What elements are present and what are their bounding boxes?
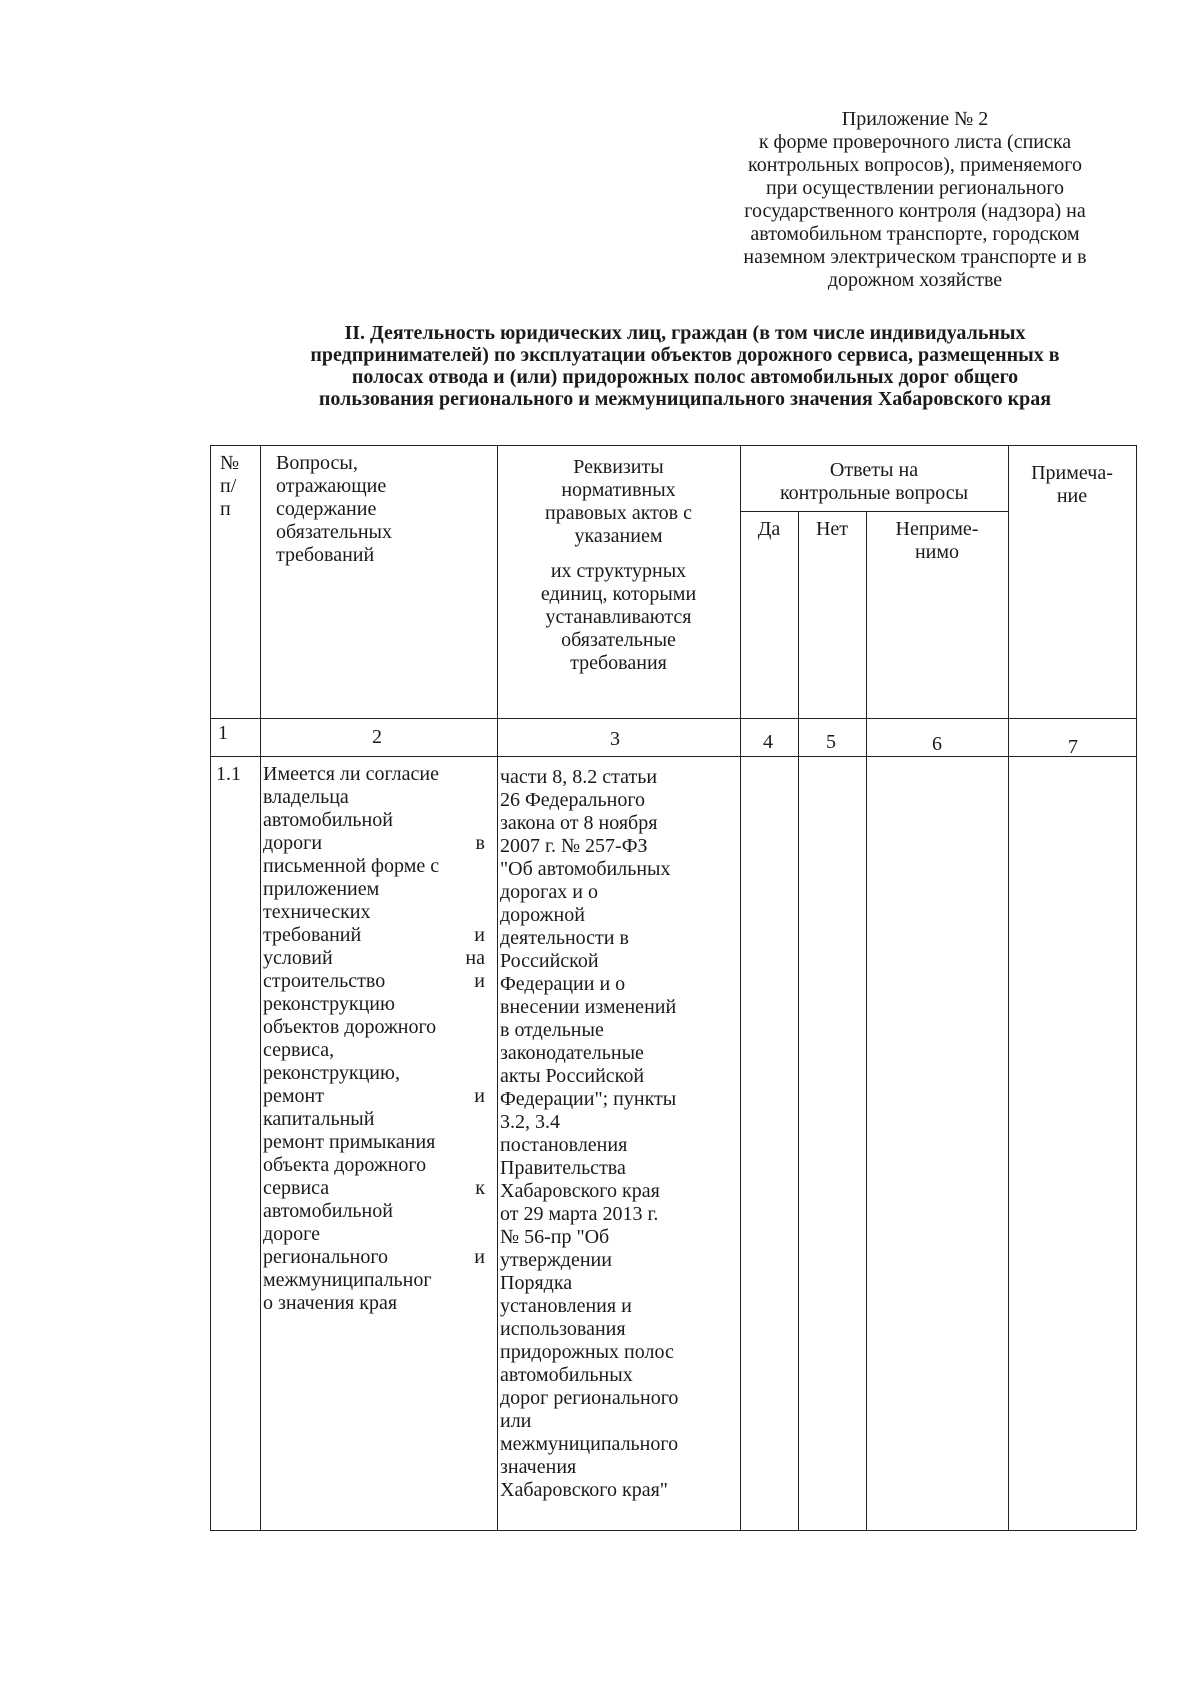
- question-word: условий: [263, 947, 333, 969]
- colnum-2: 2: [372, 726, 382, 748]
- header-num: [220, 452, 256, 521]
- requisites-line: постановления: [500, 1134, 628, 1156]
- header-requisites-line: устанавливаются: [545, 606, 692, 628]
- header-answers-line: контрольные вопросы: [779, 482, 969, 504]
- header-question-line: Вопросы,: [276, 452, 358, 474]
- appendix-line: государственного контроля (надзора) на: [744, 200, 1086, 222]
- colnum-4: 4: [763, 731, 773, 753]
- question-line: [263, 1016, 485, 1039]
- requisites-line: Российской: [500, 950, 599, 972]
- requisites-line: Федерации"; пункты: [500, 1088, 677, 1110]
- colnum-5: 5: [826, 731, 836, 753]
- question-word: приложением: [263, 878, 380, 900]
- header-requisites-line: нормативных: [561, 479, 676, 501]
- question-word: письменной форме с: [263, 855, 440, 877]
- table-col-divider: [798, 511, 799, 1530]
- header-requisites-line: требования: [570, 652, 667, 674]
- header-requisites-line: их структурных: [550, 560, 687, 582]
- header-requisites-line: правовых актов с: [545, 502, 692, 524]
- question-word: технических: [263, 901, 371, 923]
- question-word: объекта дорожного: [263, 1154, 427, 1176]
- header-requisites-line: единиц, которыми: [540, 583, 697, 605]
- answers-group-underline: [740, 511, 1008, 512]
- heading-line: II. Деятельность юридических лиц, граждан (в том числе индивидуальных: [344, 322, 1026, 344]
- requisites-line: внесении изменений: [500, 996, 677, 1018]
- question-line: [263, 1108, 485, 1131]
- question-word: и: [474, 970, 485, 992]
- header-note-line: Примеча-: [1031, 462, 1113, 484]
- question-line: [263, 1154, 485, 1177]
- table-col-divider: [866, 511, 867, 1530]
- requisites-line: закона от 8 ноября: [500, 812, 658, 834]
- question-line: [263, 1223, 485, 1246]
- question-line: [263, 1246, 485, 1269]
- question-line: [263, 924, 485, 947]
- header-no: Нет: [815, 518, 849, 540]
- question-word: о значения края: [263, 1292, 398, 1314]
- column-numbers-top-line: [210, 718, 1136, 719]
- header-na-line: нимо: [914, 541, 960, 563]
- question-word: сервиса: [263, 1177, 330, 1199]
- question-line: [263, 855, 485, 878]
- header-requisites: [500, 456, 737, 548]
- header-num-line: п: [220, 498, 231, 520]
- question-word: и: [474, 924, 485, 946]
- requisites-line: в отдельные: [500, 1019, 604, 1041]
- question-line: [263, 763, 485, 786]
- question-line: [263, 1292, 485, 1315]
- question-word: строительство: [263, 970, 386, 992]
- header-question-line: содержание: [276, 498, 377, 520]
- header-na-line: Неприме-: [895, 518, 979, 540]
- header-note: [1008, 462, 1136, 508]
- question-line: [263, 1177, 485, 1200]
- question-word: регионального: [263, 1246, 389, 1268]
- question-word: капитальный: [263, 1108, 375, 1130]
- header-question: [276, 452, 491, 567]
- question-word: сервиса,: [263, 1039, 335, 1061]
- question-word: дороги: [263, 832, 323, 854]
- question-word: реконструкцию: [263, 993, 395, 1015]
- requisites-line: дорогах и о: [500, 881, 598, 903]
- question-word: Имеется ли согласие: [263, 763, 439, 785]
- row-requisites-text: [500, 766, 736, 1502]
- requisites-line: дорожной: [500, 904, 585, 926]
- requisites-line: Порядка: [500, 1272, 573, 1294]
- appendix-line: контрольных вопросов), применяемого: [748, 154, 1082, 176]
- table-col-divider: [497, 445, 498, 1530]
- question-line: [263, 1269, 485, 1292]
- question-word: на: [465, 947, 485, 969]
- requisites-line: 3.2, 3.4: [500, 1111, 560, 1133]
- question-line: [263, 993, 485, 1016]
- question-word: дороге: [263, 1223, 320, 1245]
- row-number: 1.1: [216, 763, 241, 785]
- table-border-top: [210, 445, 1136, 446]
- question-line: [263, 901, 485, 924]
- question-word: объектов дорожного: [263, 1016, 437, 1038]
- header-num-line: №: [220, 452, 240, 474]
- question-word: реконструкцию,: [263, 1062, 400, 1084]
- question-line: [263, 786, 485, 809]
- question-line: [263, 947, 485, 970]
- header-num-line: п/: [220, 475, 237, 497]
- table-border-bottom: [210, 1530, 1136, 1531]
- requisites-line: Хабаровского края: [500, 1180, 660, 1202]
- table-border-right: [1136, 445, 1137, 1530]
- requisites-line: дорог регионального: [500, 1387, 679, 1409]
- requisites-line: части 8, 8.2 статьи: [500, 766, 658, 788]
- requisites-line: утверждении: [500, 1249, 612, 1271]
- header-question-line: обязательных: [276, 521, 392, 543]
- question-line: [263, 1085, 485, 1108]
- question-line: [263, 970, 485, 993]
- colnum-3: 3: [610, 728, 620, 750]
- header-requisites-cont: [500, 560, 737, 675]
- header-requisites-line: обязательные: [561, 629, 676, 651]
- section-heading: [190, 322, 1180, 410]
- question-line: [263, 1131, 485, 1154]
- question-word: владельца: [263, 786, 349, 808]
- row-question-text: [263, 763, 485, 1315]
- requisites-line: Хабаровского края": [500, 1479, 668, 1501]
- requisites-line: установления и: [500, 1295, 632, 1317]
- appendix-line: дорожном хозяйстве: [827, 269, 1003, 291]
- question-word: ремонт: [263, 1085, 324, 1107]
- requisites-line: Федерации и о: [500, 973, 626, 995]
- requisites-line: или: [500, 1410, 532, 1432]
- table-border-left: [210, 445, 211, 1530]
- heading-line: полосах отвода и (или) придорожных полос автомобильных дорог общего: [351, 366, 1019, 388]
- table-col-divider: [1008, 445, 1009, 1530]
- appendix-line: Приложение № 2: [841, 108, 989, 130]
- requisites-line: от 29 марта 2013 г.: [500, 1203, 659, 1225]
- question-word: межмуниципальног: [263, 1269, 432, 1291]
- heading-line: предпринимателей) по эксплуатации объектов дорожного сервиса, размещенных в: [310, 344, 1060, 366]
- header-note-line: ние: [1056, 485, 1088, 507]
- question-line: [263, 809, 485, 832]
- question-word: и: [474, 1085, 485, 1107]
- header-not-applicable: [866, 518, 1008, 564]
- appendix-line: наземном электрическом транспорте и в: [743, 246, 1087, 268]
- column-numbers-bottom-line: [210, 756, 1136, 757]
- requisites-line: деятельности в: [500, 927, 629, 949]
- header-question-line: требований: [276, 544, 375, 566]
- question-line: [263, 1062, 485, 1085]
- header-requisites-line: Реквизиты: [573, 456, 664, 478]
- header-question-line: отражающие: [276, 475, 387, 497]
- heading-line: пользования регионального и межмуниципального значения Хабаровского края: [318, 388, 1052, 410]
- colnum-1: 1: [218, 722, 228, 744]
- header-answers: [740, 459, 1008, 505]
- requisites-line: "Об автомобильных: [500, 858, 671, 880]
- colnum-6: 6: [932, 733, 942, 755]
- question-line: [263, 878, 485, 901]
- requisites-line: автомобильных: [500, 1364, 633, 1386]
- question-word: автомобильной: [263, 1200, 393, 1222]
- appendix-line: к форме проверочного листа (списка: [758, 131, 1072, 153]
- question-line: [263, 832, 485, 855]
- colnum-7: 7: [1068, 736, 1078, 758]
- header-requisites-line: указанием: [574, 525, 663, 547]
- requisites-line: 2007 г. № 257-ФЗ: [500, 835, 648, 857]
- requisites-line: значения: [500, 1456, 577, 1478]
- requisites-line: Правительства: [500, 1157, 626, 1179]
- question-word: ремонт примыкания: [263, 1131, 436, 1153]
- question-word: и: [474, 1246, 485, 1268]
- requisites-line: межмуниципального: [500, 1433, 679, 1455]
- table-col-divider: [260, 445, 261, 1530]
- question-word: автомобильной: [263, 809, 393, 831]
- question-line: [263, 1039, 485, 1062]
- requisites-line: законодательные: [500, 1042, 644, 1064]
- requisites-line: использования: [500, 1318, 626, 1340]
- appendix-block: [700, 108, 1130, 292]
- question-word: к: [475, 1177, 485, 1199]
- requisites-line: № 56-пр "Об: [500, 1226, 610, 1248]
- requisites-line: акты Российской: [500, 1065, 645, 1087]
- table-col-divider: [740, 445, 741, 1530]
- question-line: [263, 1200, 485, 1223]
- header-yes: Да: [757, 518, 781, 540]
- question-word: в: [475, 832, 485, 854]
- appendix-line: при осуществлении регионального: [765, 177, 1065, 199]
- requisites-line: 26 Федерального: [500, 789, 646, 811]
- requisites-line: придорожных полос: [500, 1341, 674, 1363]
- appendix-line: автомобильном транспорте, городском: [750, 223, 1080, 245]
- header-answers-line: Ответы на: [829, 459, 919, 481]
- question-word: требований: [263, 924, 362, 946]
